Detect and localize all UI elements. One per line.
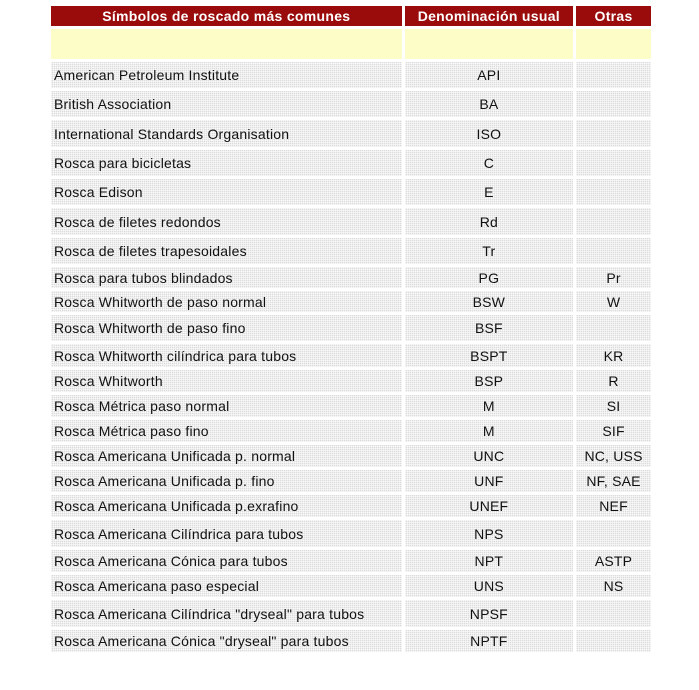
other-symbol-cell: [576, 600, 651, 627]
usual-symbol-cell: NPTF: [405, 630, 573, 652]
usual-symbol-cell: UNEF: [405, 495, 573, 517]
usual-symbol-cell: BA: [405, 91, 573, 117]
thread-name-cell: Rosca Métrica paso normal: [51, 395, 402, 417]
other-symbol-cell: NF, SAE: [576, 470, 651, 492]
usual-symbol-cell: E: [405, 179, 573, 205]
table-row: [51, 370, 651, 392]
thread-name-cell: Rosca Americana Unificada p. normal: [51, 445, 402, 467]
blank-cell: [51, 29, 402, 59]
usual-symbol-cell: API: [405, 62, 573, 88]
table-body: [51, 29, 651, 652]
usual-symbol-cell: ISO: [405, 120, 573, 147]
usual-symbol-cell: UNC: [405, 445, 573, 467]
usual-symbol-cell: M: [405, 420, 573, 442]
header-others: Otras: [576, 6, 651, 26]
blank-cell: [576, 29, 651, 59]
other-symbol-cell: KR: [576, 344, 651, 367]
usual-symbol-cell: NPT: [405, 550, 573, 572]
thread-name-cell: Rosca Whitworth: [51, 370, 402, 392]
table-row: [51, 344, 651, 367]
table-row: [51, 238, 651, 264]
thread-name-cell: Rosca para tubos blindados: [51, 267, 402, 288]
table-row: [51, 315, 651, 341]
thread-name-cell: American Petroleum Institute: [51, 62, 402, 88]
thread-name-cell: Rosca Americana Cilíndrica "dryseal" para tubos: [51, 600, 402, 627]
usual-symbol-cell: NPS: [405, 520, 573, 547]
header-usual-name: Denominación usual: [405, 6, 573, 26]
thread-symbols-table-container: [48, 3, 654, 655]
thread-symbols-table: [48, 3, 654, 655]
usual-symbol-cell: BSP: [405, 370, 573, 392]
table-row: [51, 495, 651, 517]
table-row: [51, 62, 651, 88]
usual-symbol-cell: PG: [405, 267, 573, 288]
other-symbol-cell: [576, 150, 651, 176]
thread-name-cell: Rosca Edison: [51, 179, 402, 205]
thread-name-cell: Rosca Whitworth de paso normal: [51, 291, 402, 312]
other-symbol-cell: [576, 630, 651, 652]
thread-name-cell: Rosca Americana Cónica "dryseal" para tubos: [51, 630, 402, 652]
usual-symbol-cell: M: [405, 395, 573, 417]
table-row: [51, 630, 651, 652]
table-row: [51, 600, 651, 627]
other-symbol-cell: ASTP: [576, 550, 651, 572]
thread-name-cell: Rosca Whitworth cilíndrica para tubos: [51, 344, 402, 367]
table-row: [51, 575, 651, 597]
other-symbol-cell: NC, USS: [576, 445, 651, 467]
table-row: [51, 470, 651, 492]
usual-symbol-cell: UNS: [405, 575, 573, 597]
other-symbol-cell: SIF: [576, 420, 651, 442]
other-symbol-cell: NS: [576, 575, 651, 597]
usual-symbol-cell: BSW: [405, 291, 573, 312]
table-row: [51, 291, 651, 312]
thread-name-cell: Rosca Métrica paso fino: [51, 420, 402, 442]
header-thread-symbols: Símbolos de roscado más comunes: [51, 6, 402, 26]
thread-name-cell: Rosca Americana paso especial: [51, 575, 402, 597]
other-symbol-cell: SI: [576, 395, 651, 417]
other-symbol-cell: [576, 91, 651, 117]
table-row: [51, 208, 651, 235]
thread-name-cell: Rosca Whitworth de paso fino: [51, 315, 402, 341]
usual-symbol-cell: UNF: [405, 470, 573, 492]
usual-symbol-cell: Rd: [405, 208, 573, 235]
table-row: [51, 150, 651, 176]
usual-symbol-cell: C: [405, 150, 573, 176]
other-symbol-cell: Pr: [576, 267, 651, 288]
other-symbol-cell: R: [576, 370, 651, 392]
table-row: [51, 395, 651, 417]
thread-name-cell: International Standards Organisation: [51, 120, 402, 147]
table-row: [51, 267, 651, 288]
other-symbol-cell: [576, 62, 651, 88]
thread-name-cell: British Association: [51, 91, 402, 117]
other-symbol-cell: [576, 520, 651, 547]
table-row: [51, 120, 651, 147]
thread-name-cell: Rosca para bicicletas: [51, 150, 402, 176]
thread-name-cell: Rosca de filetes redondos: [51, 208, 402, 235]
other-symbol-cell: NEF: [576, 495, 651, 517]
other-symbol-cell: [576, 179, 651, 205]
other-symbol-cell: [576, 120, 651, 147]
usual-symbol-cell: BSPT: [405, 344, 573, 367]
thread-name-cell: Rosca Americana Unificada p. fino: [51, 470, 402, 492]
table-row: [51, 91, 651, 117]
other-symbol-cell: [576, 315, 651, 341]
thread-name-cell: Rosca Americana Unificada p.exrafino: [51, 495, 402, 517]
blank-spacer-row: [51, 29, 651, 59]
usual-symbol-cell: NPSF: [405, 600, 573, 627]
thread-name-cell: Rosca de filetes trapesoidales: [51, 238, 402, 264]
table-row: [51, 420, 651, 442]
thread-name-cell: Rosca Americana Cónica para tubos: [51, 550, 402, 572]
table-row: [51, 179, 651, 205]
other-symbol-cell: [576, 208, 651, 235]
blank-cell: [405, 29, 573, 59]
usual-symbol-cell: BSF: [405, 315, 573, 341]
other-symbol-cell: W: [576, 291, 651, 312]
table-row: [51, 520, 651, 547]
usual-symbol-cell: Tr: [405, 238, 573, 264]
other-symbol-cell: [576, 238, 651, 264]
thread-name-cell: Rosca Americana Cilíndrica para tubos: [51, 520, 402, 547]
table-row: [51, 550, 651, 572]
table-header-row: [51, 6, 651, 26]
table-row: [51, 445, 651, 467]
